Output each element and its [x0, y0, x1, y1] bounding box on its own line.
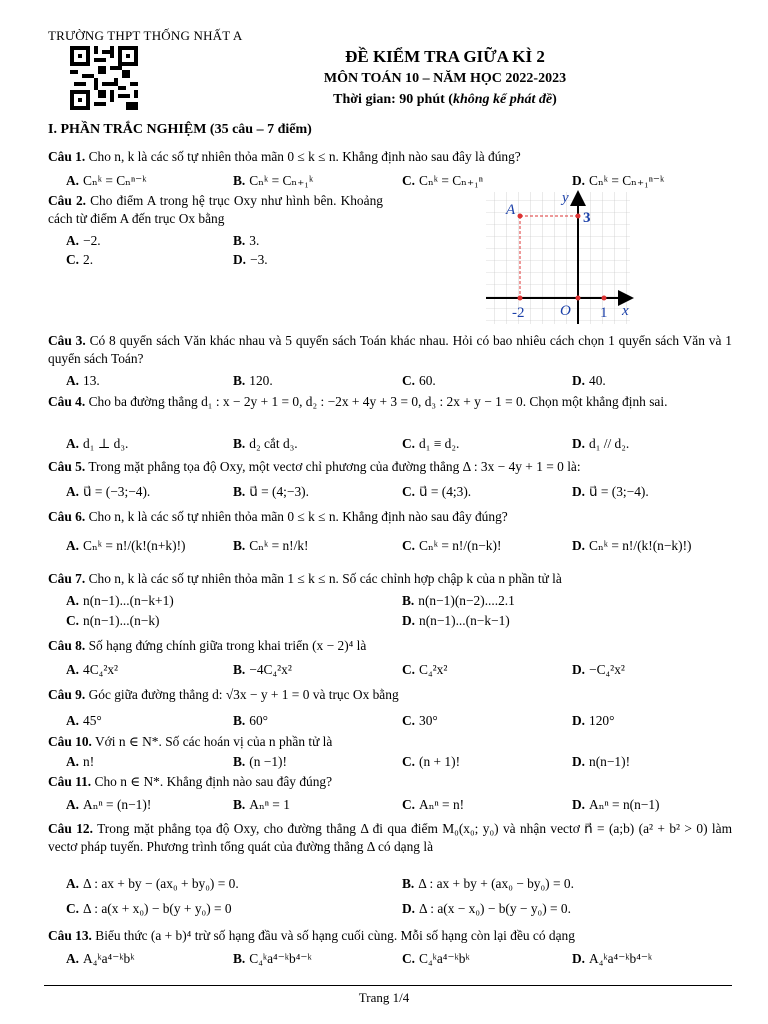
- answer-option[interactable]: D. u⃗ = (3;−4).: [572, 484, 649, 499]
- answer-option[interactable]: B. Cₙᵏ = Cₙ₊₁ᵏ: [233, 173, 314, 188]
- option-letter: C.: [402, 484, 416, 499]
- option-letter: A.: [66, 754, 80, 769]
- answer-option[interactable]: D. −C₄²x²: [572, 662, 625, 677]
- options-row: [66, 612, 736, 630]
- point-y3: [576, 214, 581, 219]
- question-text: Với n ∈ N*. Số các hoán vị của n phần tử là: [95, 734, 333, 749]
- answer-option[interactable]: B. n(n−1)(n−2)....2.1: [402, 593, 515, 608]
- question-number: Câu 12.: [48, 821, 93, 836]
- label-o: O: [560, 303, 571, 319]
- options-row: [66, 661, 736, 679]
- answer-option[interactable]: D. Δ : a(x − x₀) − b(y − y₀) = 0.: [402, 901, 571, 916]
- option-letter: D.: [572, 436, 586, 451]
- answer-option[interactable]: B. 60°: [233, 713, 269, 728]
- answer-option[interactable]: C. (n + 1)!: [402, 754, 461, 769]
- question-text: Cho ba đường thẳng d₁ : x − 2y + 1 = 0, d₂ : −2x + 4y + 3 = 0, d₃ : 2x + y − 1 = 0. Chọn một khẳng định sai.: [88, 394, 668, 409]
- page-number: Trang 1/4: [358, 990, 410, 1005]
- question-1: [48, 148, 732, 166]
- answer-option[interactable]: D. −3.: [233, 252, 268, 267]
- question-13: [48, 927, 732, 945]
- answer-option[interactable]: C. n(n−1)...(n−k): [66, 613, 160, 628]
- option-letter: C.: [66, 252, 80, 267]
- option-letter: C.: [402, 951, 416, 966]
- option-letter: A.: [66, 797, 80, 812]
- question-text: Cho n, k là các số tự nhiên thỏa mãn 0 ≤ k ≤ n. Khẳng định nào sau đây đúng?: [88, 509, 508, 524]
- option-letter: C.: [402, 754, 416, 769]
- options-row: [66, 537, 736, 555]
- answer-option[interactable]: D. n(n−1)!: [572, 754, 631, 769]
- exam-time: Thời gian: 90 phút (không kể phát đề): [333, 91, 557, 107]
- option-letter: B.: [233, 951, 246, 966]
- label-x: x: [622, 303, 629, 319]
- option-letter: C.: [402, 797, 416, 812]
- label-a: A: [506, 202, 516, 218]
- option-letter: C.: [402, 436, 416, 451]
- option-letter: B.: [233, 233, 246, 248]
- answer-option[interactable]: D. Cₙᵏ = Cₙ₊₁ⁿ⁻ᵏ: [572, 173, 665, 188]
- point-a: [518, 214, 523, 219]
- answer-option[interactable]: A. 13.: [66, 373, 100, 388]
- question-number: Câu 9.: [48, 687, 86, 702]
- answer-option[interactable]: B. Aₙⁿ = 1: [233, 797, 290, 812]
- answer-option[interactable]: A. Cₙᵏ = n!/(k!(n+k)!): [66, 538, 186, 553]
- option-letter: C.: [66, 613, 80, 628]
- exam-title: ĐỀ KIỂM TRA GIỮA KÌ 2: [345, 47, 545, 66]
- answer-option[interactable]: C. u⃗ = (4;3).: [402, 484, 472, 499]
- question-number: Câu 6.: [48, 509, 86, 524]
- option-letter: A.: [66, 484, 80, 499]
- option-letter: D.: [402, 613, 416, 628]
- option-letter: A.: [66, 662, 80, 677]
- answer-option[interactable]: A. n(n−1)...(n−k+1): [66, 593, 174, 608]
- answer-option[interactable]: A. −2.: [66, 233, 101, 248]
- option-letter: B.: [233, 797, 246, 812]
- question-text: Góc giữa đường thẳng d: √3x − y + 1 = 0 và trục Ox bằng: [88, 687, 399, 702]
- point-x1: [602, 296, 607, 301]
- question-8: [48, 637, 732, 655]
- option-letter: B.: [402, 593, 415, 608]
- option-letter: D.: [572, 797, 586, 812]
- answer-option[interactable]: A. n!: [66, 754, 95, 769]
- options-row: [66, 483, 736, 501]
- options-row: [66, 712, 736, 730]
- question-number: Câu 4.: [48, 394, 86, 409]
- option-letter: B.: [233, 754, 246, 769]
- answer-option[interactable]: B. (n −1)!: [233, 754, 287, 769]
- question-text: Trong mặt phẳng tọa độ Oxy, một vectơ chỉ phương của đường thẳng Δ : 3x − 4y + 1 = 0 là:: [88, 459, 581, 474]
- question-9: [48, 686, 732, 704]
- answer-option[interactable]: C. C₄²x²: [402, 662, 448, 677]
- question-11: [48, 773, 732, 791]
- option-letter: A.: [66, 951, 80, 966]
- question-text: Cho n ∈ N*. Khẳng định nào sau đây đúng?: [94, 774, 333, 789]
- option-letter: C.: [402, 662, 416, 677]
- question-number: Câu 3.: [48, 333, 86, 348]
- question-number: Câu 5.: [48, 459, 86, 474]
- question-text: Cho điểm A trong hệ trục Oxy như hình bên. Khoảng cách từ điểm A đến trục Ox bằng: [48, 193, 383, 226]
- question-3: [48, 332, 732, 367]
- answer-option[interactable]: B. Δ : ax + by + (ax₀ − by₀) = 0.: [402, 876, 574, 891]
- option-letter: A.: [66, 436, 80, 451]
- options-row: [66, 900, 736, 918]
- question-6: [48, 508, 732, 526]
- answer-option[interactable]: A. d₁ ⊥ d₃.: [66, 436, 129, 451]
- option-letter: D.: [233, 252, 247, 267]
- option-letter: D.: [572, 173, 586, 188]
- option-letter: C.: [66, 901, 80, 916]
- option-letter: C.: [402, 173, 416, 188]
- option-letter: B.: [233, 436, 246, 451]
- option-letter: D.: [572, 951, 586, 966]
- option-letter: B.: [233, 538, 246, 553]
- option-letter: A.: [66, 713, 80, 728]
- question-number: Câu 2.: [48, 193, 86, 208]
- option-letter: D.: [572, 662, 586, 677]
- options-row: [66, 372, 736, 390]
- question-2: [48, 192, 383, 227]
- option-letter: A.: [66, 538, 80, 553]
- label-y: y: [562, 190, 569, 206]
- answer-option[interactable]: B. 3.: [233, 233, 260, 248]
- answer-option[interactable]: A. Cₙᵏ = Cₙⁿ⁻ᵏ: [66, 173, 147, 188]
- options-row: [66, 950, 736, 968]
- answer-option[interactable]: A. Δ : ax + by − (ax₀ + by₀) = 0.: [66, 876, 239, 891]
- question-number: Câu 8.: [48, 638, 86, 653]
- answer-option[interactable]: A. Aₙⁿ = (n−1)!: [66, 797, 152, 812]
- option-letter: C.: [402, 373, 416, 388]
- answer-option[interactable]: B. u⃗ = (4;−3).: [233, 484, 309, 499]
- option-letter: A.: [66, 876, 80, 891]
- answer-option[interactable]: D. Aₙⁿ = n(n−1): [572, 797, 660, 812]
- option-letter: B.: [233, 713, 246, 728]
- question-text: Cho n, k là các số tự nhiên thỏa mãn 0 ≤ k ≤ n. Khẳng định nào sau đây là đúng?: [88, 149, 521, 164]
- answer-option[interactable]: B. 120.: [233, 373, 273, 388]
- options-row: [66, 875, 736, 893]
- answer-option[interactable]: D. A₄ᵏa⁴⁻ᵏb⁴⁻ᵏ: [572, 951, 653, 966]
- point-origin: [576, 296, 581, 301]
- label-3: 3: [583, 210, 591, 226]
- answer-option[interactable]: C. d₁ ≡ d₂.: [402, 436, 460, 451]
- answer-option[interactable]: C. 30°: [402, 713, 438, 728]
- answer-option[interactable]: C. C₄ᵏa⁴⁻ᵏbᵏ: [402, 951, 470, 966]
- question-text: Có 8 quyển sách Văn khác nhau và 5 quyển sách Toán khác nhau. Hỏi có bao nhiêu cách chọn 1 quyển sách Văn và 1 quyển sách Toán?: [48, 333, 732, 366]
- question-text: Số hạng đứng chính giữa trong khai triển (x − 2)⁴ là: [88, 638, 367, 653]
- answer-option[interactable]: B. Cₙᵏ = n!/k!: [233, 538, 309, 553]
- answer-option[interactable]: B. C₄ᵏa⁴⁻ᵏb⁴⁻ᵏ: [233, 951, 312, 966]
- answer-option[interactable]: A. 4C₄²x²: [66, 662, 119, 677]
- answer-option[interactable]: D. d₁ // d₂.: [572, 436, 630, 451]
- question-number: Câu 10.: [48, 734, 92, 749]
- question-7: [48, 570, 732, 588]
- answer-option[interactable]: C. Cₙᵏ = Cₙ₊₁ⁿ: [402, 173, 483, 188]
- point-x-2: [518, 296, 523, 301]
- answer-option[interactable]: D. 40.: [572, 373, 606, 388]
- question-number: Câu 11.: [48, 774, 92, 789]
- exam-subject: MÔN TOÁN 10 – NĂM HỌC 2022-2023: [323, 71, 567, 87]
- option-letter: A.: [66, 593, 80, 608]
- section-title: I. PHẦN TRẮC NGHIỆM (35 câu – 7 điểm): [48, 122, 312, 137]
- question-12: [48, 820, 732, 855]
- question-number: Câu 13.: [48, 928, 92, 943]
- option-letter: A.: [66, 173, 80, 188]
- answer-option[interactable]: C. Cₙᵏ = n!/(n−k)!: [402, 538, 502, 553]
- option-letter: D.: [402, 901, 416, 916]
- option-letter: B.: [233, 373, 246, 388]
- answer-option[interactable]: C. Δ : a(x + x₀) − b(y + y₀) = 0: [66, 901, 232, 916]
- question-10: [48, 733, 732, 751]
- answer-option[interactable]: A. u⃗ = (−3;−4).: [66, 484, 151, 499]
- answer-option[interactable]: C. 60.: [402, 373, 436, 388]
- option-letter: D.: [572, 373, 586, 388]
- school-name: TRƯỜNG THPT THỐNG NHẤT A: [48, 28, 243, 43]
- footer-divider: [44, 985, 732, 986]
- qr-code-icon: [70, 46, 138, 110]
- options-row: [66, 796, 736, 814]
- answer-option[interactable]: D. n(n−1)...(n−k−1): [402, 613, 510, 628]
- option-letter: C.: [402, 713, 416, 728]
- option-letter: D.: [572, 754, 586, 769]
- answer-option[interactable]: C. 2.: [66, 252, 94, 267]
- options-row: [66, 753, 736, 771]
- option-letter: B.: [233, 662, 246, 677]
- option-letter: A.: [66, 233, 80, 248]
- answer-option[interactable]: D. 120°: [572, 713, 615, 728]
- answer-option[interactable]: D. Cₙᵏ = n!/(k!(n−k)!): [572, 538, 692, 553]
- options-row: [66, 592, 736, 610]
- answer-option[interactable]: C. Aₙⁿ = n!: [402, 797, 465, 812]
- label-minus-2: -2: [512, 305, 525, 321]
- option-letter: C.: [402, 538, 416, 553]
- question-text: Cho n, k là các số tự nhiên thỏa mãn 1 ≤ k ≤ n. Số các chỉnh hợp chập k của n phần tử là: [88, 571, 562, 586]
- exam-header: [240, 46, 650, 109]
- answer-option[interactable]: A. 45°: [66, 713, 102, 728]
- label-1: 1: [600, 305, 608, 321]
- option-letter: A.: [66, 373, 80, 388]
- answer-option[interactable]: B. d₂ cắt d₃.: [233, 436, 298, 451]
- option-letter: D.: [572, 484, 586, 499]
- option-letter: D.: [572, 538, 586, 553]
- option-letter: B.: [402, 876, 415, 891]
- question-number: Câu 1.: [48, 149, 86, 164]
- option-letter: B.: [233, 484, 246, 499]
- answer-option[interactable]: B. −4C₄²x²: [233, 662, 292, 677]
- options-row: [66, 435, 736, 453]
- question-text: Trong mặt phẳng tọa độ Oxy, cho đường thẳng Δ đi qua điểm M₀(x₀; y₀) và nhận vectơ n⃗ = (a;b) (a² + b² > 0) làm vectơ pháp tuyến. Phương trình tổng quát của đường thẳng Δ có dạng là: [48, 821, 732, 854]
- coordinate-graph: [482, 188, 642, 328]
- option-letter: B.: [233, 173, 246, 188]
- answer-option[interactable]: A. A₄ᵏa⁴⁻ᵏbᵏ: [66, 951, 135, 966]
- question-number: Câu 7.: [48, 571, 86, 586]
- option-letter: D.: [572, 713, 586, 728]
- question-4: [48, 393, 732, 411]
- question-5: [48, 458, 732, 476]
- question-text: Biểu thức (a + b)⁴ trừ số hạng đầu và số hạng cuối cùng. Mỗi số hạng còn lại đều có dạng: [95, 928, 575, 943]
